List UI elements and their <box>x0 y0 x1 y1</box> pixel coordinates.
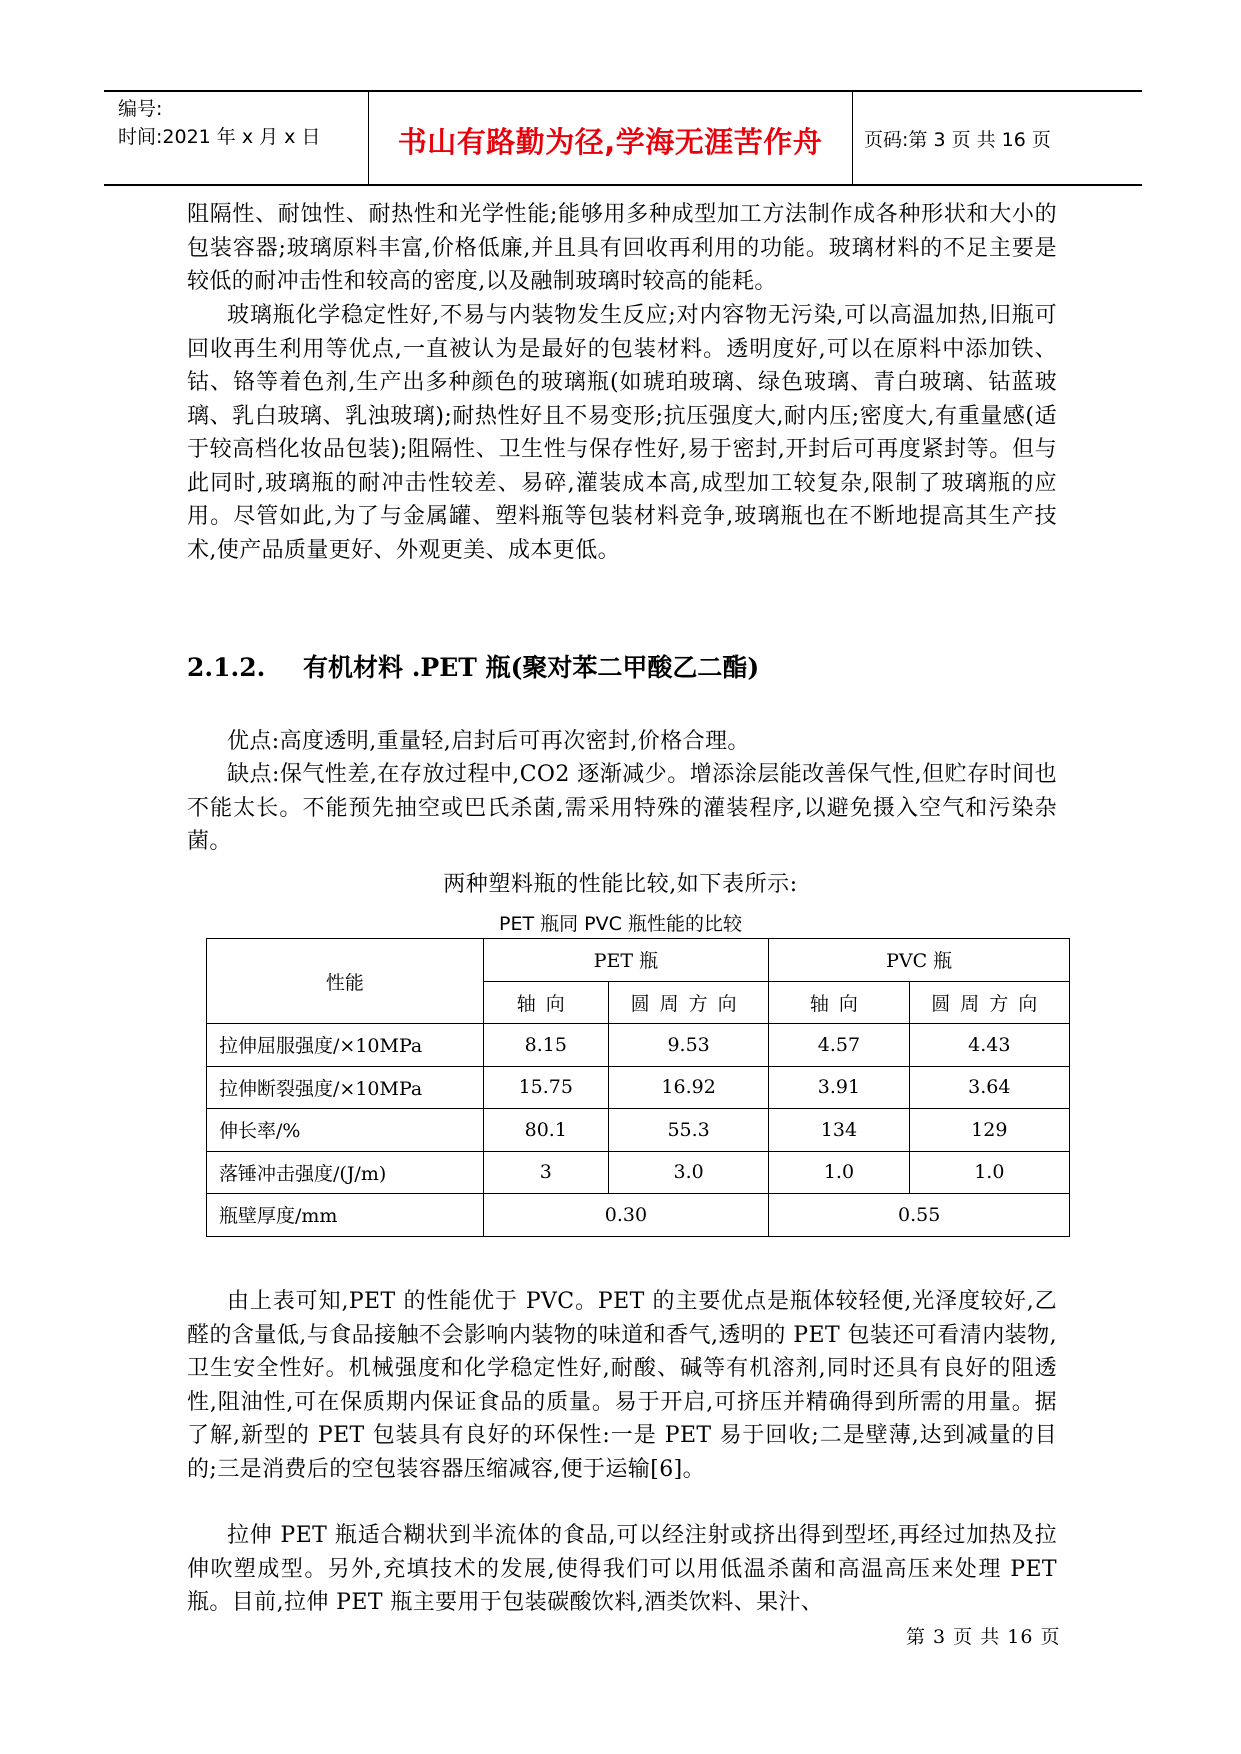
table-cell: 3 <box>483 1151 608 1194</box>
table-row-label: 伸长率/% <box>207 1109 484 1152</box>
table-row <box>207 1024 1070 1067</box>
paragraph-glass-intro: 阻隔性、耐蚀性、耐热性和光学性能;能够用多种成型加工方法制作成各种形状和大小的包装容器;玻璃原料丰富,价格低廉,并且具有回收再利用的功能。玻璃材料的不足主要是较低的耐冲击性和较高的密度,以及融制玻璃时较高的能耗。 <box>187 202 1057 294</box>
table-row-label: 落锤冲击强度/(J/m) <box>207 1151 484 1194</box>
paragraph-stretch-pet: 拉伸 PET 瓶适合糊状到半流体的食品,可以经注射或挤出得到型坯,再经过加热及拉伸吹塑成型。另外,充填技术的发展,使得我们可以用低温杀菌和高温高压来处理 PET 瓶。目前,拉伸 PET 瓶主要用于包装碳酸饮料,酒类饮料、果汁、 <box>187 1523 1057 1615</box>
table-sub-pvc-hoop: 圆周方向 <box>909 981 1069 1024</box>
table-sub-pet-hoop: 圆周方向 <box>608 981 768 1024</box>
table-cell: 0.30 <box>483 1194 769 1237</box>
document-time-label: 时间:2021 年 x 月 x 日 <box>118 126 321 148</box>
table-row-label: 瓶壁厚度/mm <box>207 1194 484 1237</box>
table-cell: 9.53 <box>608 1024 768 1067</box>
table-row-label: 拉伸断裂强度/×10MPa <box>207 1066 484 1109</box>
section-title: 有机材料 .PET 瓶(聚对苯二甲酸乙二酯) <box>303 653 760 682</box>
table-corner-cell: 性能 <box>207 939 484 1024</box>
paragraph-pet-advantages: 由上表可知,PET 的性能优于 PVC。PET 的主要优点是瓶体较轻便,光泽度较好,乙醛的含量低,与食品接触不会影响内装物的味道和香气,透明的 PET 包装还可看清内装物,卫生安全性好。机械强度和化学稳定性好,耐酸、碱等有机溶剂,同时还具有良好的阻透性,阻油性,可在保质期内保证食品的质量。易于开启,可挤压并精确得到所需的用量。据了解,新型的 PET 包装具有良好的环保性:一是 PET 易于回收;二是壁薄,达到减量的目的;三是消费后的空包装容器压缩减容,便于运输[6]。 <box>187 1289 1057 1482</box>
table-group-pet: PET 瓶 <box>483 939 769 982</box>
table-cell: 0.55 <box>769 1194 1070 1237</box>
table-cell: 129 <box>909 1109 1069 1152</box>
table-sub-pvc-axial: 轴向 <box>769 981 909 1024</box>
paragraph-disadvantages: 缺点:保气性差,在存放过程中,CO2 逐渐减少。增添涂层能改善保气性,但贮存时间也不能太长。不能预先抽空或巴氏杀菌,需采用特殊的灌装程序,以避免摄入空气和污染杂菌。 <box>187 762 1057 854</box>
table-group-pvc: PVC 瓶 <box>769 939 1070 982</box>
table-cell: 1.0 <box>909 1151 1069 1194</box>
table-cell: 4.57 <box>769 1024 909 1067</box>
page-footer: 第 3 页 共 16 页 <box>906 1626 1061 1648</box>
table-cell: 80.1 <box>483 1109 608 1152</box>
table-row <box>207 1066 1070 1109</box>
table-intro-caption: 两种塑料瓶的性能比较,如下表所示: <box>443 872 798 897</box>
section-number: 2.1.2. <box>187 653 266 682</box>
table-cell: 16.92 <box>608 1066 768 1109</box>
table-header-row <box>207 939 1070 982</box>
header-motto-cell <box>368 92 853 184</box>
table-row <box>207 1151 1070 1194</box>
table-cell: 4.43 <box>909 1024 1069 1067</box>
table-row-label: 拉伸屈服强度/×10MPa <box>207 1024 484 1067</box>
table-cell: 1.0 <box>769 1151 909 1194</box>
page-header <box>104 90 1142 186</box>
table-cell: 15.75 <box>483 1066 608 1109</box>
comparison-table <box>206 938 1070 1237</box>
table-title: PET 瓶同 PVC 瓶性能的比较 <box>499 913 742 935</box>
table-cell: 3.91 <box>769 1066 909 1109</box>
table-cell: 3.0 <box>608 1151 768 1194</box>
header-page-cell <box>852 92 1142 184</box>
table-cell: 3.64 <box>909 1066 1069 1109</box>
header-meta-cell <box>104 92 369 184</box>
table-cell: 8.15 <box>483 1024 608 1067</box>
header-page-number: 页码:第 3 页 共 16 页 <box>864 129 1051 151</box>
section-heading <box>187 648 759 684</box>
document-number-label: 编号: <box>118 98 163 120</box>
table-row <box>207 1194 1070 1237</box>
table-row <box>207 1109 1070 1152</box>
header-motto: 书山有路勤为径,学海无涯苦作舟 <box>397 125 823 159</box>
table-sub-pet-axial: 轴向 <box>483 981 608 1024</box>
paragraph-glass-bottle: 玻璃瓶化学稳定性好,不易与内装物发生反应;对内容物无污染,可以高温加热,旧瓶可回收再生利用等优点,一直被认为是最好的包装材料。透明度好,可以在原料中添加铁、钴、铬等着色剂,生产出多种颜色的玻璃瓶(如琥珀玻璃、绿色玻璃、青白玻璃、钴蓝玻璃、乳白玻璃、乳浊玻璃);耐热性好且不易变形;抗压强度大,耐内压;密度大,有重量感(适于较高档化妆品包装);阻隔性、卫生性与保存性好,易于密封,开封后可再度紧封等。但与此同时,玻璃瓶的耐冲击性较差、易碎,灌装成本高,成型加工较复杂,限制了玻璃瓶的应用。尽管如此,为了与金属罐、塑料瓶等包装材料竞争,玻璃瓶也在不断地提高其生产技术,使产品质量更好、外观更美、成本更低。 <box>187 303 1057 563</box>
table-cell: 55.3 <box>608 1109 768 1152</box>
paragraph-advantages: 优点:高度透明,重量轻,启封后可再次密封,价格合理。 <box>227 729 750 754</box>
table-cell: 134 <box>769 1109 909 1152</box>
